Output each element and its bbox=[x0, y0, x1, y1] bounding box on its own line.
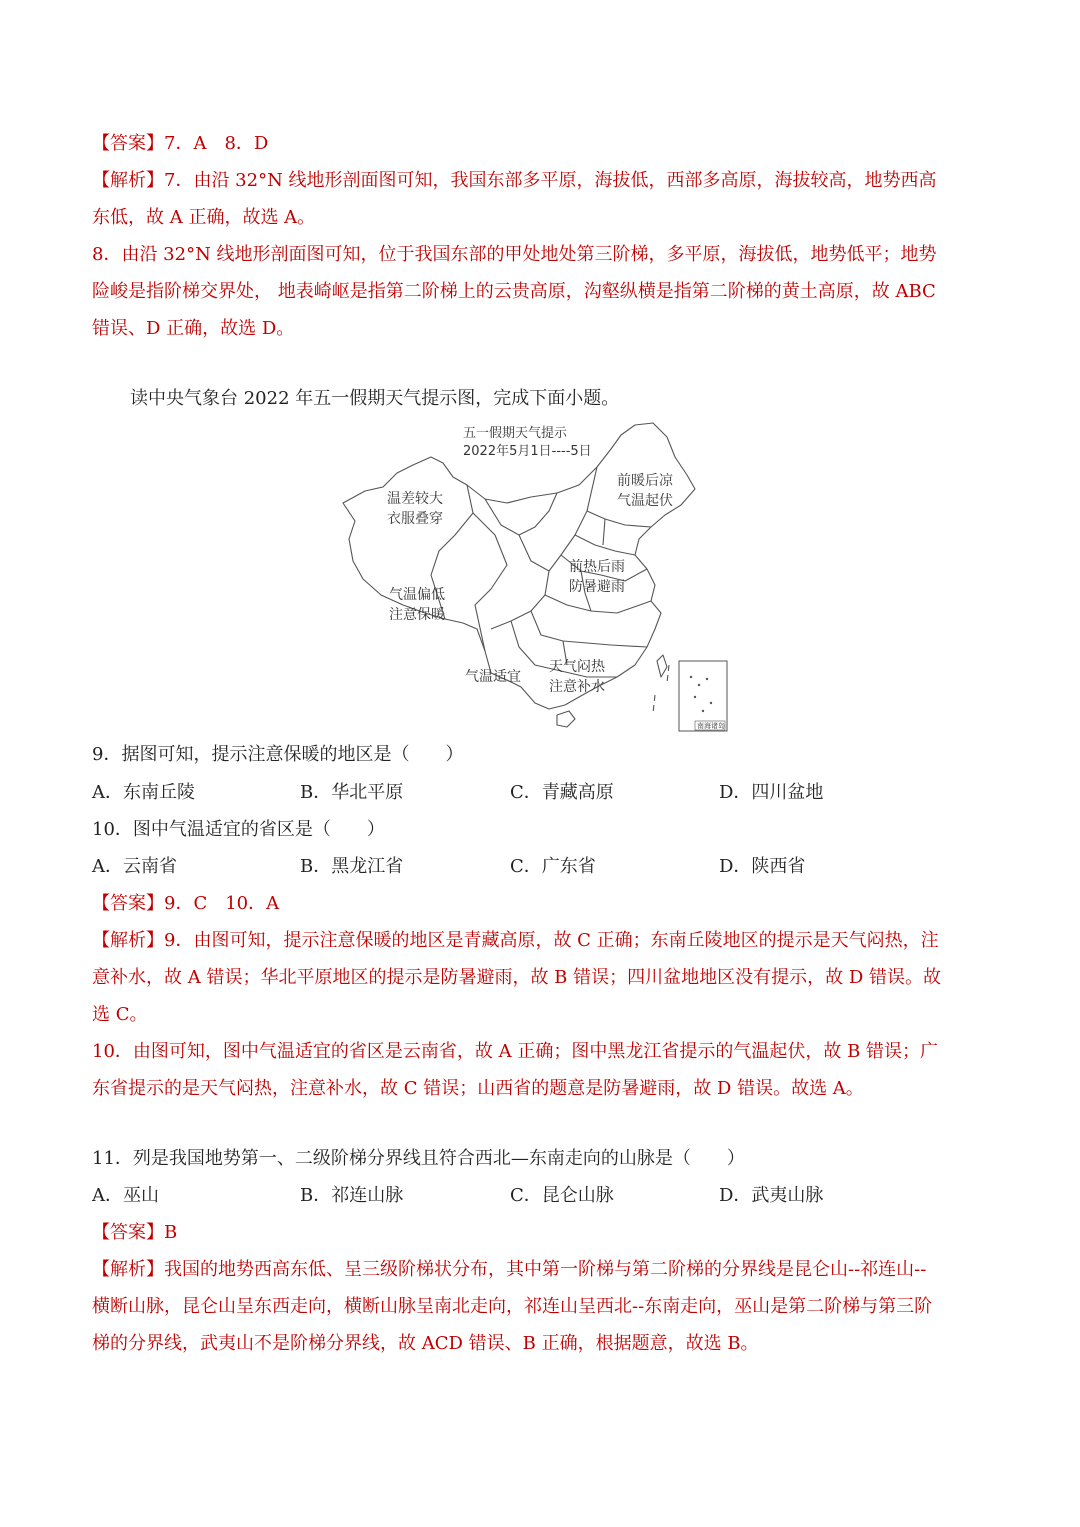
answer-line-9-10 bbox=[92, 891, 992, 917]
analysis-text: 7．由沿 32°N 线地形剖面图可知，我国东部多平原，海拔低，西部多高原，海拔较高，地势西高 bbox=[164, 170, 937, 191]
analysis-line: 10．由图可知，图中气温适宜的省区是云南省，故 A 正确；图中黑龙江省提示的气温起伏，故 B 错误；广 bbox=[92, 1041, 939, 1062]
label-northeast-2: 气温起伏 bbox=[617, 493, 673, 509]
question-intro: 读中央气象台 2022 年五一假期天气提示图，完成下面小题。 bbox=[130, 388, 620, 409]
label-yunnan: 气温适宜 bbox=[465, 669, 521, 685]
label-north-1: 前热后雨 bbox=[569, 559, 625, 575]
analysis-tag: 【解析】 bbox=[92, 930, 164, 951]
analysis-line bbox=[92, 1257, 992, 1283]
label-tibet-1: 气温偏低 bbox=[389, 587, 445, 603]
q10-option-c[interactable]: C．广东省 bbox=[510, 856, 596, 877]
question-10-stem: 10．图中气温适宜的省区是（ ） bbox=[92, 819, 385, 840]
china-weather-map bbox=[335, 415, 735, 735]
answer-line-11 bbox=[92, 1220, 992, 1246]
label-south-2: 注意补水 bbox=[549, 679, 605, 695]
analysis-line: 险峻是指阶梯交界处， 地表崎岖是指第二阶梯上的云贵高原，沟壑纵横是指第二阶梯的黄土高原，故 ABC bbox=[92, 281, 936, 302]
weather-map-figure bbox=[335, 415, 735, 735]
south-sea-inset bbox=[679, 661, 727, 731]
analysis-tag: 【解析】 bbox=[92, 170, 164, 191]
label-south-1: 天气闷热 bbox=[549, 659, 605, 675]
map-title: 五一假期天气提示 bbox=[463, 426, 568, 441]
analysis-line bbox=[92, 168, 992, 194]
analysis-line: 东省提示的是天气闷热，注意补水，故 C 错误；山西省的题意是防暑避雨，故 D 错误。故选 A。 bbox=[92, 1078, 864, 1099]
q9-option-b[interactable]: B．华北平原 bbox=[300, 782, 404, 803]
answer-tag: 【答案】 bbox=[92, 133, 164, 154]
label-northwest-2: 衣服叠穿 bbox=[387, 511, 443, 527]
analysis-line: 选 C。 bbox=[92, 1004, 148, 1025]
inset-label: 南海诸岛 bbox=[697, 722, 725, 730]
answer-text: B bbox=[164, 1222, 178, 1243]
answer-text: 9．C 10．A bbox=[164, 893, 280, 914]
answer-tag: 【答案】 bbox=[92, 1222, 164, 1243]
taiwan-island bbox=[657, 655, 667, 677]
question-9-stem: 9．据图可知，提示注意保暖的地区是（ ） bbox=[92, 744, 464, 765]
analysis-text: 9．由图可知，提示注意保暖的地区是青藏高原，故 C 正确；东南丘陵地区的提示是天气闷热，注 bbox=[164, 930, 939, 951]
label-northeast-1: 前暖后凉 bbox=[617, 473, 673, 489]
analysis-text: 我国的地势西高东低、呈三级阶梯状分布，其中第一阶梯与第二阶梯的分界线是昆仑山--祁连山-- bbox=[164, 1259, 927, 1280]
answer-line-7-8 bbox=[92, 131, 992, 157]
q11-option-a[interactable]: A．巫山 bbox=[92, 1185, 159, 1206]
q11-option-c[interactable]: C．昆仑山脉 bbox=[510, 1185, 614, 1206]
q10-option-a[interactable]: A．云南省 bbox=[92, 856, 177, 877]
analysis-line bbox=[92, 928, 992, 954]
q9-option-d[interactable]: D．四川盆地 bbox=[719, 782, 824, 803]
hainan-island bbox=[557, 711, 575, 727]
analysis-line: 东低，故 A 正确，故选 A。 bbox=[92, 207, 316, 228]
q10-option-d[interactable]: D．陕西省 bbox=[719, 856, 806, 877]
answer-tag: 【答案】 bbox=[92, 893, 164, 914]
analysis-line: 意补水，故 A 错误；华北平原地区的提示是防暑避雨，故 B 错误；四川盆地地区没有提示，故 D 错误。故 bbox=[92, 967, 941, 988]
q10-option-b[interactable]: B．黑龙江省 bbox=[300, 856, 404, 877]
analysis-line: 梯的分界线，武夷山不是阶梯分界线，故 ACD 错误、B 正确，根据题意，故选 B。 bbox=[92, 1333, 759, 1354]
analysis-line: 横断山脉，昆仑山呈东西走向，横断山脉呈南北走向，祁连山呈西北--东南走向，巫山是第二阶梯与第三阶 bbox=[92, 1296, 933, 1317]
country-outline bbox=[343, 423, 695, 709]
analysis-tag: 【解析】 bbox=[92, 1259, 164, 1280]
q9-option-c[interactable]: C．青藏高原 bbox=[510, 782, 614, 803]
label-tibet-2: 注意保暖 bbox=[389, 607, 445, 623]
label-northwest-1: 温差较大 bbox=[387, 491, 443, 507]
analysis-line: 错误、D 正确，故选 D。 bbox=[92, 318, 295, 339]
question-11-stem: 11．列是我国地势第一、二级阶梯分界线且符合西北—东南走向的山脉是（ ） bbox=[92, 1148, 745, 1169]
q11-option-b[interactable]: B．祁连山脉 bbox=[300, 1185, 404, 1206]
q11-option-d[interactable]: D．武夷山脉 bbox=[719, 1185, 824, 1206]
label-north-2: 防暑避雨 bbox=[569, 579, 625, 595]
q9-option-a[interactable]: A．东南丘陵 bbox=[92, 782, 195, 803]
analysis-line: 8．由沿 32°N 线地形剖面图可知，位于我国东部的甲处地处第三阶梯，多平原，海拔低，地势低平；地势 bbox=[92, 244, 937, 265]
map-subtitle: 2022年5月1日----5日 bbox=[463, 444, 592, 459]
answer-text: 7．A 8．D bbox=[164, 133, 269, 154]
